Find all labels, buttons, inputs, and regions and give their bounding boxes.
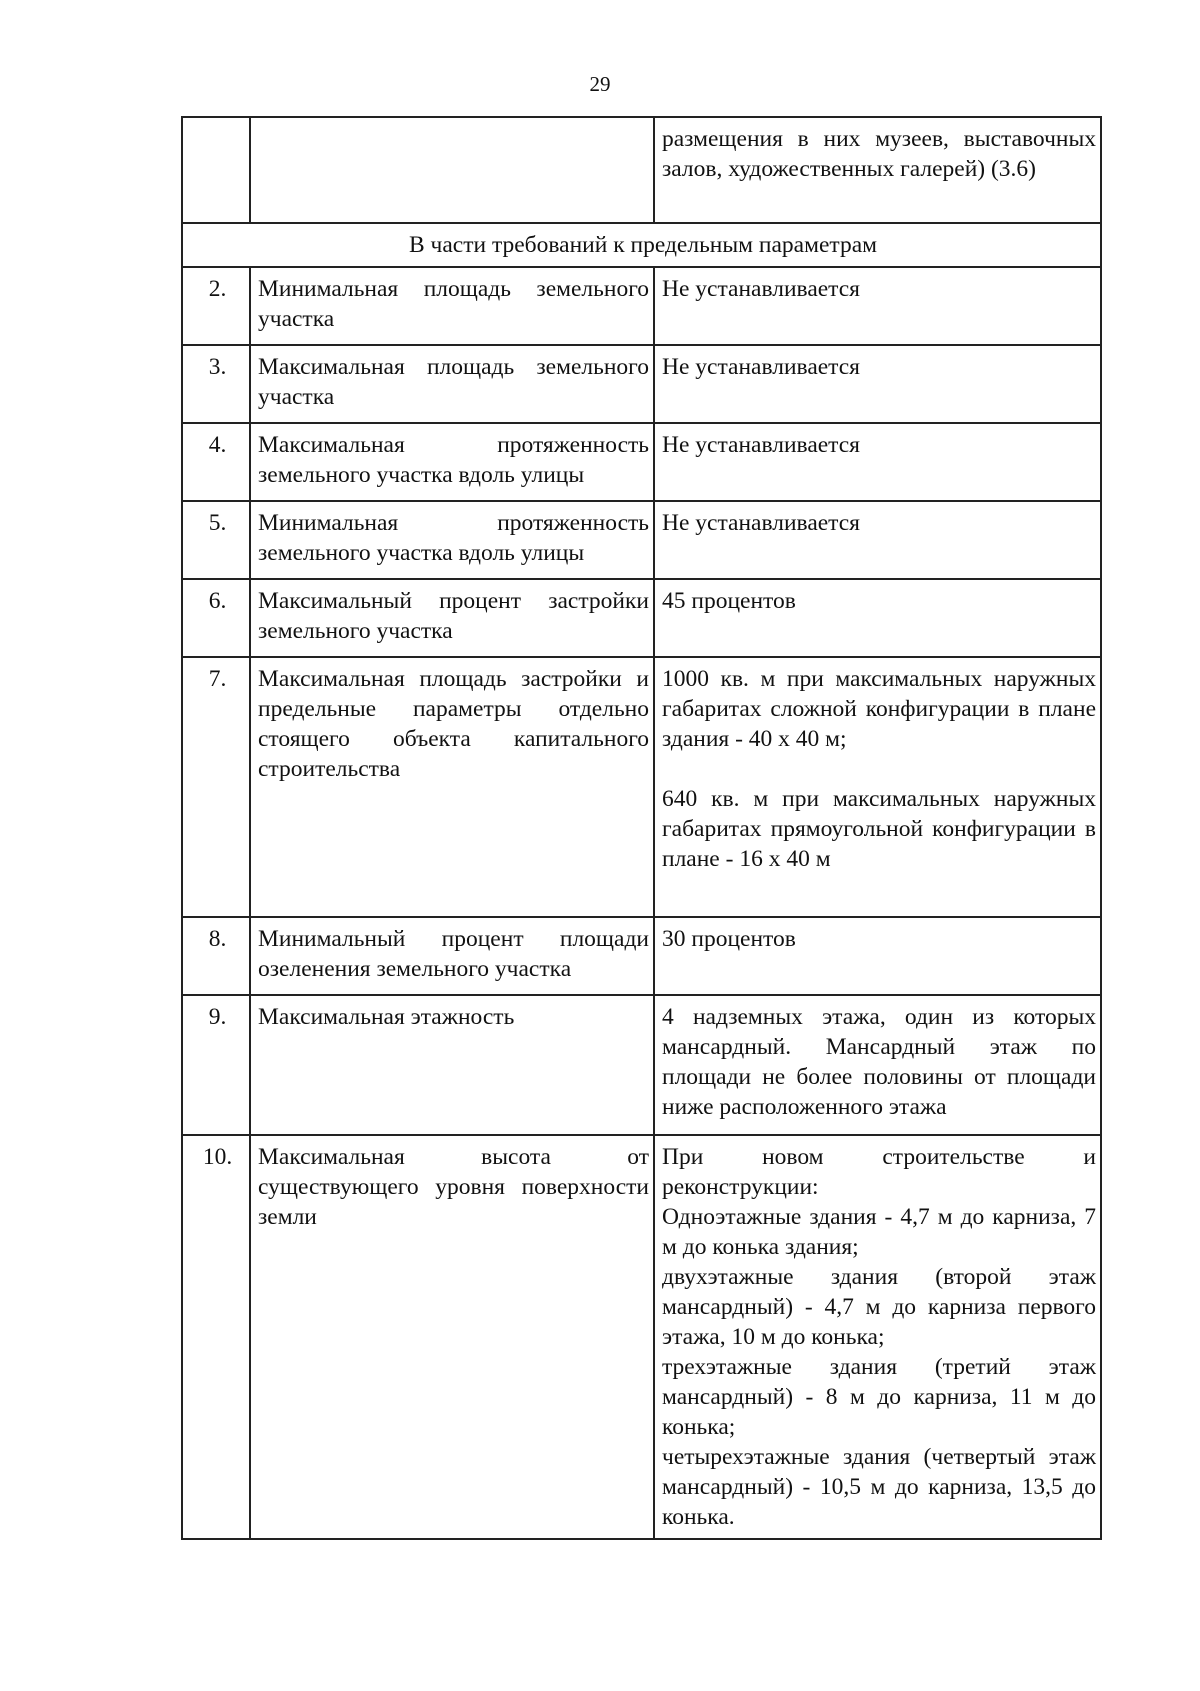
value-paragraph: Не устанавливается (662, 276, 860, 302)
parameter-name: Максимальная этажность (250, 995, 654, 1135)
table-row (182, 1135, 1101, 1539)
value-paragraph: двухэтажные здания (второй этаж мансардный) - 4,7 м до карниза первого этажа, 10 м до конька; (662, 1264, 1096, 1350)
parameter-name: Минимальная протяженность земельного участка вдоль улицы (250, 501, 654, 579)
value-paragraph: Не устанавливается (662, 510, 860, 536)
value-paragraph: 640 кв. м при максимальных наружных габаритах прямоугольной конфигурации в плане - 16 х 40 м (662, 786, 1096, 872)
parameter-value (654, 917, 1101, 995)
parameter-value: размещения в них музеев, выставочных залов, художественных галерей) (3.6) (654, 117, 1101, 223)
table-row (182, 917, 1101, 995)
row-number: 3. (182, 345, 250, 423)
value-paragraph: 30 процентов (662, 926, 796, 952)
value-paragraph: 45 процентов (662, 588, 796, 614)
parameter-name: Минимальная площадь земельного участка (250, 267, 654, 345)
parameter-name (250, 117, 654, 223)
parameter-name: Максимальная площадь земельного участка (250, 345, 654, 423)
parameters-table (181, 116, 1102, 1540)
parameter-value (654, 345, 1101, 423)
row-number: 6. (182, 579, 250, 657)
parameter-name: Максимальный процент застройки земельного участка (250, 579, 654, 657)
table-row (182, 345, 1101, 423)
row-number: 5. (182, 501, 250, 579)
parameter-value (654, 267, 1101, 345)
table-row (182, 423, 1101, 501)
parameter-value (654, 579, 1101, 657)
parameter-value (654, 995, 1101, 1135)
row-number: 2. (182, 267, 250, 345)
value-paragraph: При новом строительстве и реконструкции: (662, 1144, 1096, 1200)
table-row (182, 267, 1101, 345)
parameter-value (654, 423, 1101, 501)
row-number (182, 117, 250, 223)
parameter-name: Максимальная высота от существующего уровня поверхности земли (250, 1135, 654, 1539)
value-paragraph: Не устанавливается (662, 354, 860, 380)
table-row-continuation (182, 117, 1101, 223)
parameter-value (654, 501, 1101, 579)
table-row (182, 579, 1101, 657)
table-row (182, 657, 1101, 917)
row-number: 8. (182, 917, 250, 995)
parameter-name: Максимальная протяженность земельного участка вдоль улицы (250, 423, 654, 501)
table-row (182, 995, 1101, 1135)
section-header: В части требований к предельным параметрам (182, 223, 1101, 267)
value-paragraph: Одноэтажные здания - 4,7 м до карниза, 7 м до конька здания; (662, 1204, 1096, 1260)
table-row (182, 501, 1101, 579)
parameter-value (654, 657, 1101, 917)
parameter-name: Максимальная площадь застройки и предельные параметры отдельно стоящего объекта капитального строительства (250, 657, 654, 917)
parameter-name: Минимальный процент площади озеленения земельного участка (250, 917, 654, 995)
value-paragraph: трехэтажные здания (третий этаж мансардный) - 8 м до карниза, 11 м до конька; (662, 1354, 1096, 1440)
section-header-row (182, 223, 1101, 267)
value-paragraph: четырехэтажные здания (четвертый этаж мансардный) - 10,5 м до карниза, 13,5 до конька. (662, 1444, 1096, 1530)
row-number: 7. (182, 657, 250, 917)
row-number: 4. (182, 423, 250, 501)
value-paragraph: 1000 кв. м при максимальных наружных габаритах сложной конфигурации в плане здания - 40 х 40 м; (662, 666, 1096, 752)
page-number: 29 (589, 72, 611, 96)
parameter-value (654, 1135, 1101, 1539)
row-number: 9. (182, 995, 250, 1135)
value-paragraph: 4 надземных этажа, один из которых мансардный. Мансардный этаж по площади не более половины от площади ниже расположенного этажа (662, 1004, 1096, 1120)
row-number: 10. (182, 1135, 250, 1539)
value-paragraph: Не устанавливается (662, 432, 860, 458)
